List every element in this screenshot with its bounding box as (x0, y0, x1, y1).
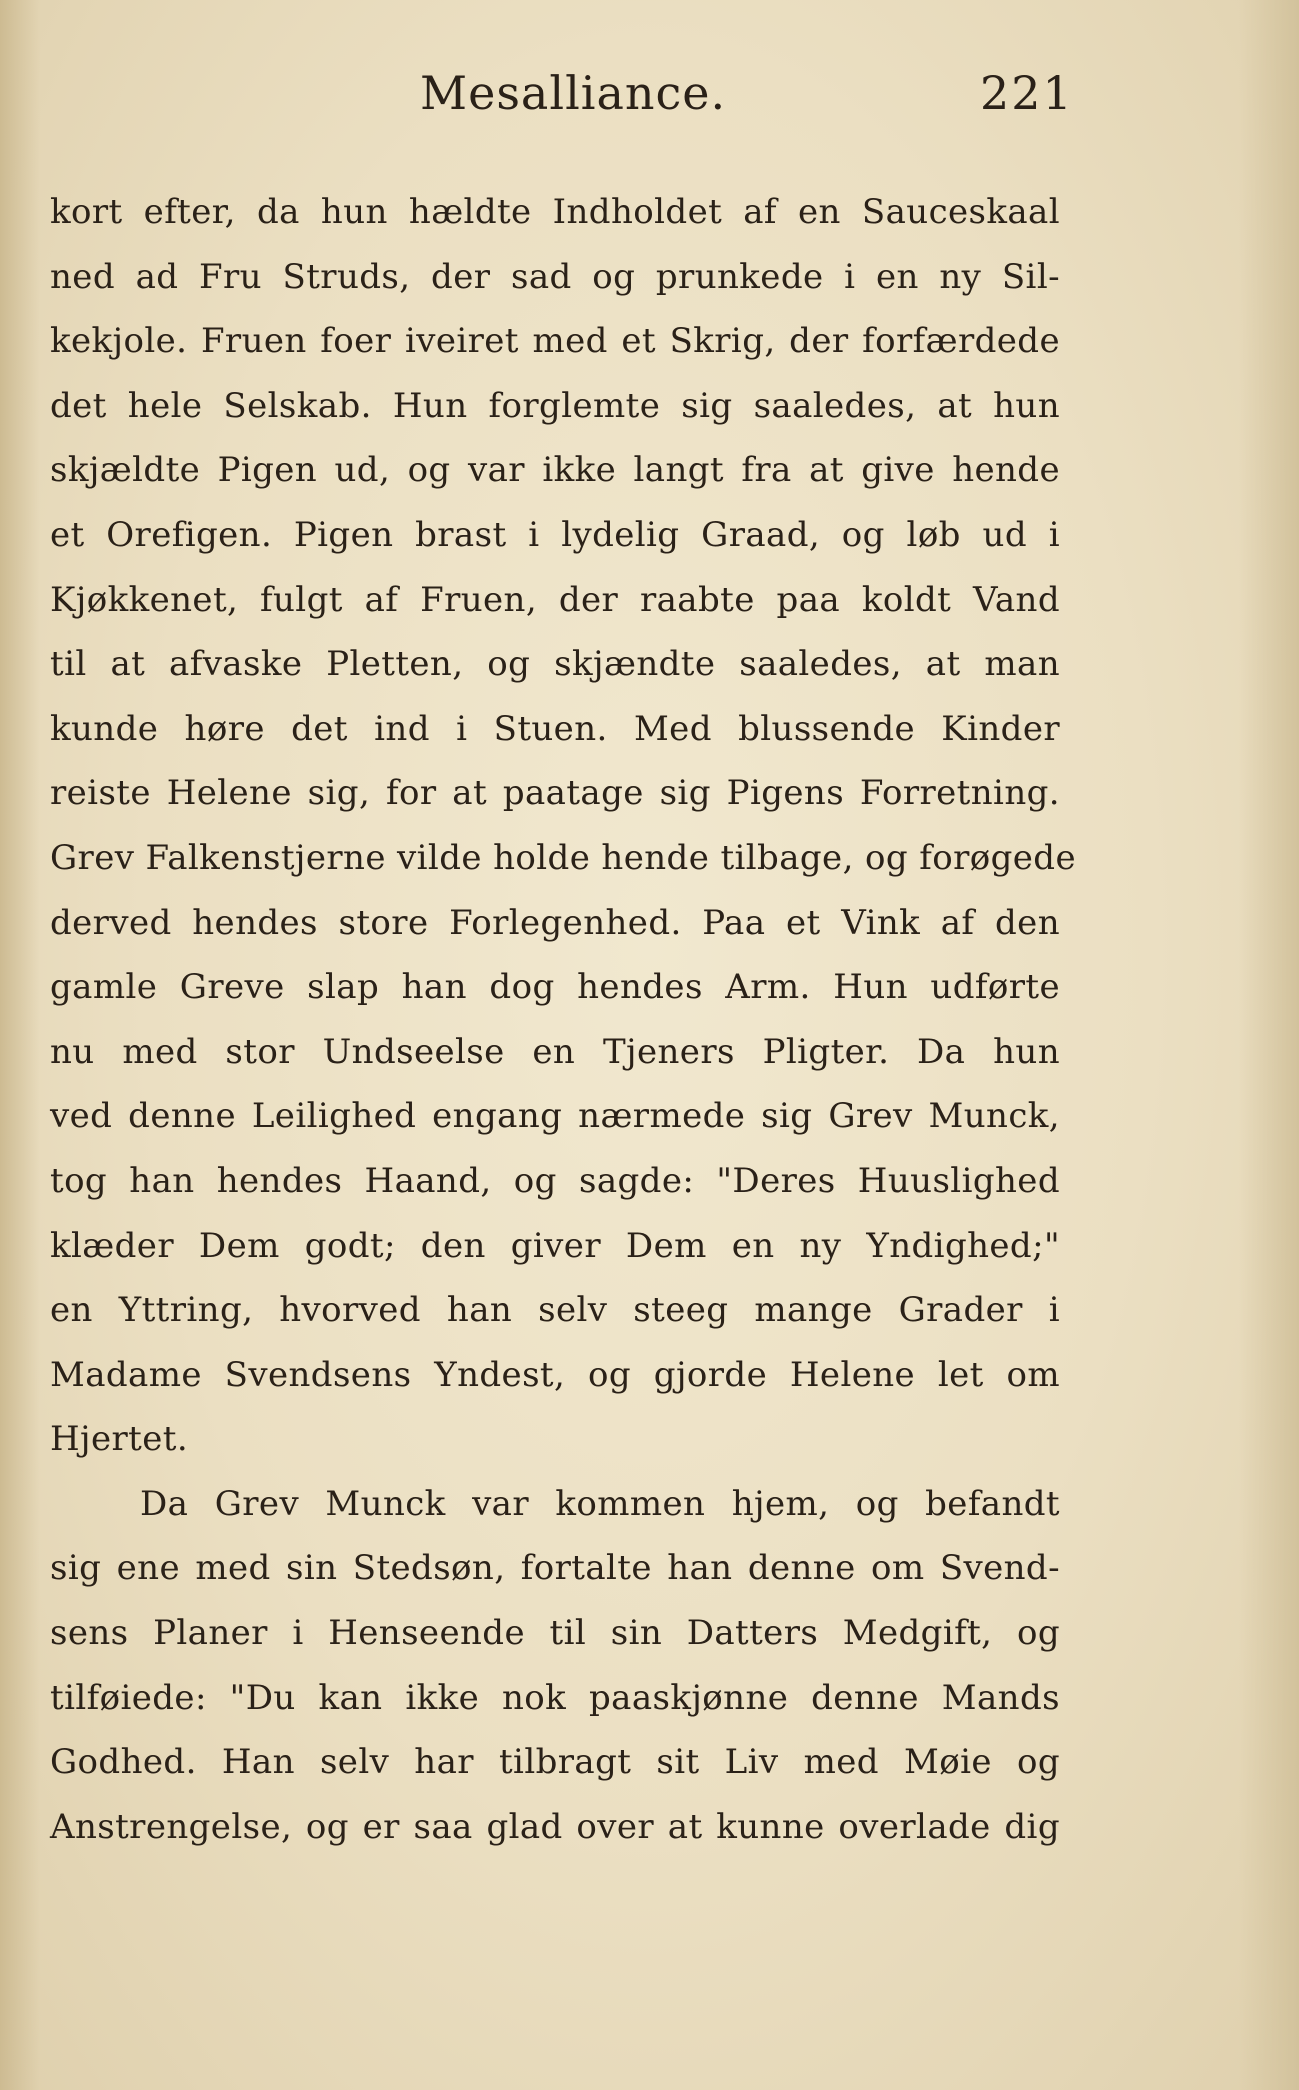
text-line: Anstrengelse, og er saa glad over at kunne overlade dig (50, 1806, 1060, 1847)
text-line: klæder Dem godt; den giver Dem en ny Yndighed;" (50, 1225, 1060, 1266)
text-line: reiste Helene sig, for at paatage sig Pigens Forretning. (50, 773, 1060, 814)
running-head: Mesalliance. (420, 66, 727, 120)
page-edge-shadow-right (1239, 0, 1299, 2090)
text-line: Kjøkkenet, fulgt af Fruen, der raabte paa koldt Vand (50, 579, 1060, 620)
text-line: kort efter, da hun hældte Indholdet af en Sauceskaal (50, 192, 1060, 232)
text-line-paragraph-end: Hjertet. (50, 1419, 189, 1460)
text-line: Grev Falkenstjerne vilde holde hende tilbage, og forøgede (50, 837, 1076, 878)
text-line: derved hendes store Forlegenhed. Paa et Vink af den (50, 902, 1060, 943)
text-line: til at afvaske Pletten, og skjændte saaledes, at man (50, 644, 1060, 685)
text-line: det hele Selskab. Hun forglemte sig saaledes, at hun (50, 385, 1060, 426)
text-line: ved denne Leilighed engang nærmede sig Grev Munck, (50, 1096, 1060, 1137)
text-line: gamle Greve slap han dog hendes Arm. Hun udførte (50, 967, 1060, 1008)
page-edge-shadow-left (0, 0, 40, 2090)
text-line: nu med stor Undseelse en Tjeners Pligter. Da hun (50, 1031, 1060, 1072)
body-text (50, 180, 1076, 1859)
text-line: Godhed. Han selv har tilbragt sit Liv med Møie og (50, 1742, 1060, 1783)
text-line-paragraph-start: Da Grev Munck var kommen hjem, og befandt (140, 1483, 1060, 1524)
text-line: kekjole. Fruen foer iveiret med et Skrig, der forfærdede (50, 321, 1060, 362)
text-line: en Yttring, hvorved han selv steeg mange Grader i (50, 1290, 1060, 1331)
text-line: sig ene med sin Stedsøn, fortalte han denne om Svend- (50, 1548, 1060, 1589)
text-line: et Orefigen. Pigen brast i lydelig Graad, og løb ud i (50, 514, 1060, 555)
text-line: Madame Svendsens Yndest, og gjorde Helene let om (50, 1354, 1060, 1395)
text-line: skjældte Pigen ud, og var ikke langt fra at give hende (50, 450, 1060, 491)
text-line: tog han hendes Haand, og sagde: "Deres Huuslighed (50, 1160, 1060, 1201)
page-number: 221 (980, 66, 1074, 120)
text-line: ned ad Fru Struds, der sad og prunkede i en ny Sil- (50, 256, 1060, 297)
text-line: kunde høre det ind i Stuen. Med blussende Kinder (50, 708, 1060, 749)
text-line: sens Planer i Henseende til sin Datters Medgift, og (50, 1613, 1060, 1654)
text-line: tilføiede: "Du kan ikke nok paaskjønne denne Mands (50, 1677, 1060, 1718)
